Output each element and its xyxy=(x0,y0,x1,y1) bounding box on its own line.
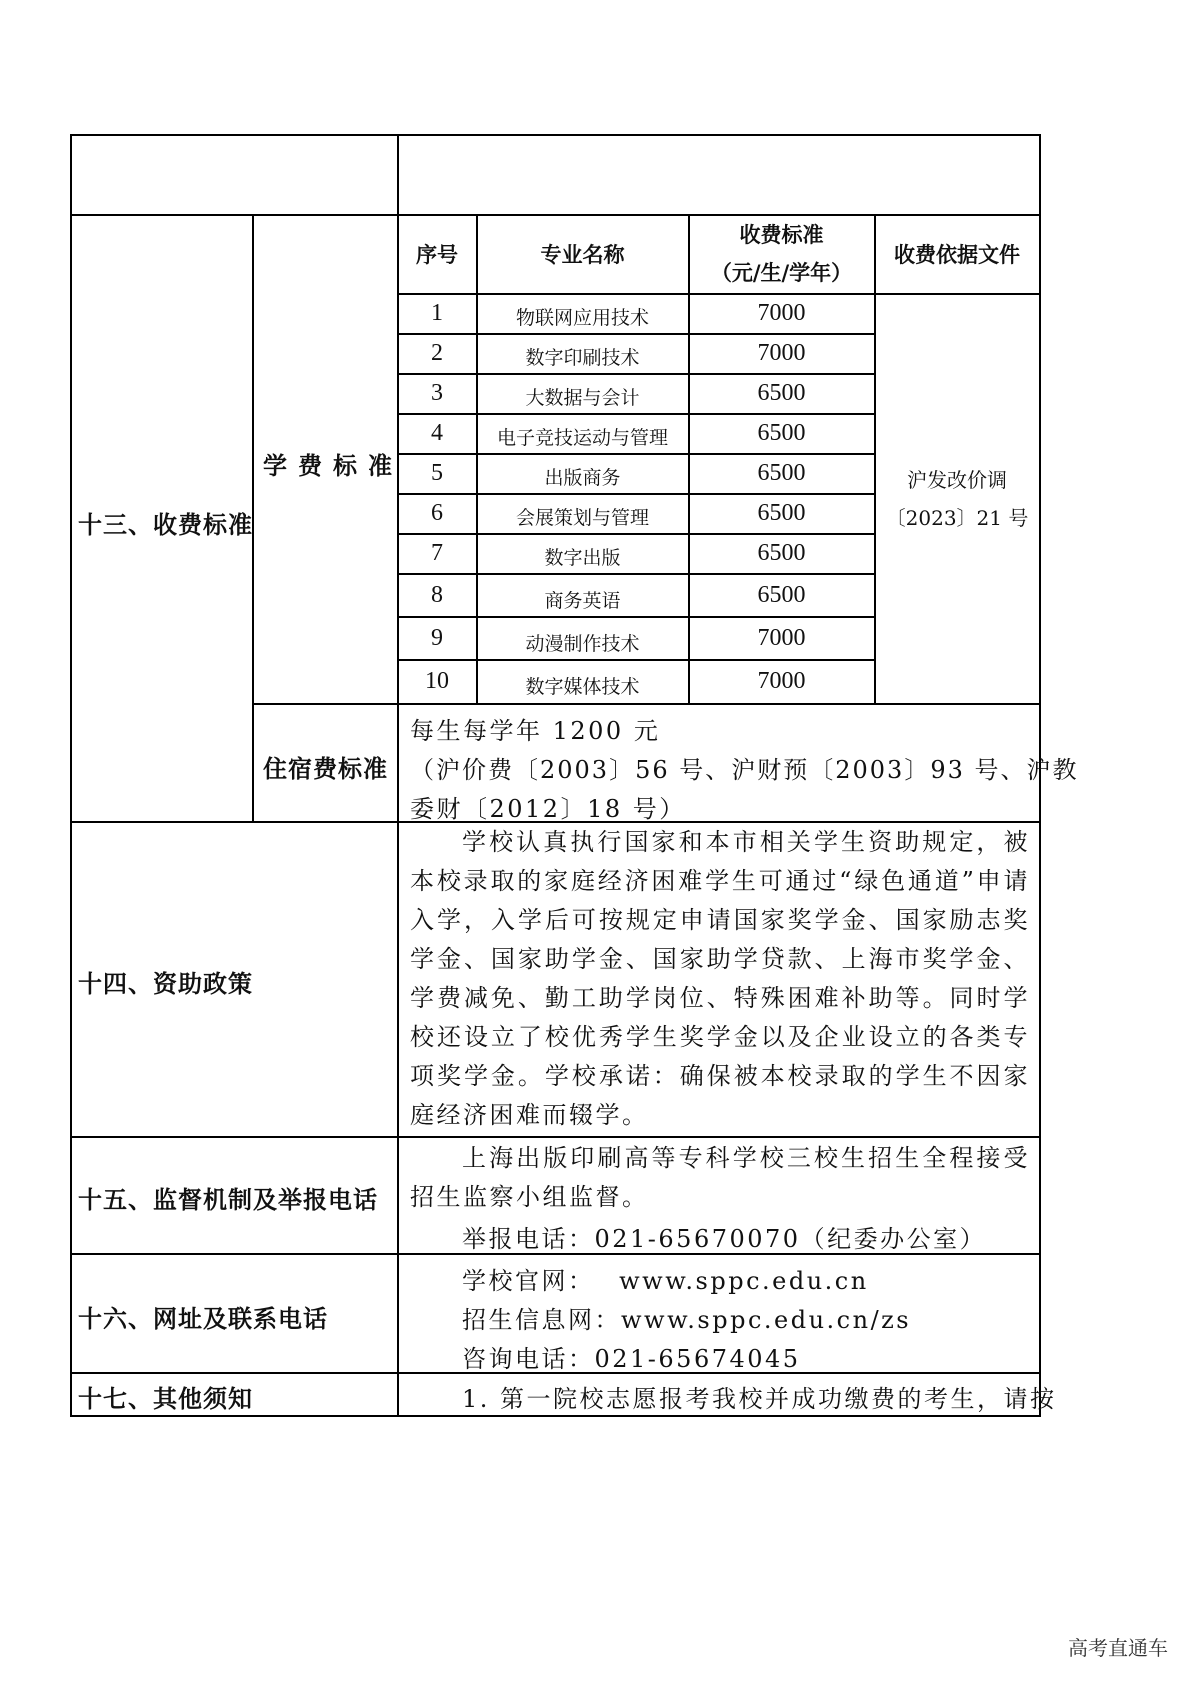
row-fee: 7000 xyxy=(757,668,806,694)
row-no: 8 xyxy=(431,581,443,608)
header-major: 专业名称 xyxy=(540,242,625,267)
report-hotline: 举报电话：021-65670070（纪委办公室） xyxy=(462,1225,987,1253)
watermark: 高考直通车 xyxy=(1068,1636,1168,1660)
row-major: 动漫制作技术 xyxy=(525,632,640,655)
row-major: 会展策划与管理 xyxy=(515,507,649,529)
row-fee: 6500 xyxy=(757,500,806,526)
basis-line2: 〔2023〕21 号 xyxy=(885,505,1029,530)
header-no: 序号 xyxy=(416,242,458,267)
fee-basis-document xyxy=(875,294,1039,703)
row-major: 大数据与会计 xyxy=(525,387,640,409)
row-no: 5 xyxy=(431,460,443,486)
row-major: 数字出版 xyxy=(544,547,621,569)
row-no: 10 xyxy=(425,668,449,694)
header-basis: 收费依据文件 xyxy=(894,242,1020,267)
dorm-fee-line1: 每生每学年 1200 元 xyxy=(410,717,661,745)
tuition-label: 学费标准 xyxy=(263,451,403,480)
row-no: 9 xyxy=(431,624,443,651)
aid-policy-text: 学校认真执行国家和本市相关学生资助规定，被本校录取的家庭经济困难学生可通过“绿色通道”申请入学，入学后可按规定申请国家奖学金、国家励志奖学金、国家助学金、国家助学贷款、上海市奖学金、学费减免、勤工助学岗位、特殊困难补助等。同时学校还设立了校优秀学生奖学金以及企业设立的各类专项奖学金。学校承诺：确保被本校录取的学生不因家庭经济困难而辍学。 xyxy=(410,828,1030,1129)
section-17-title: 十七、其他须知 xyxy=(78,1384,253,1413)
row-major: 商务英语 xyxy=(544,589,621,612)
row-no: 3 xyxy=(431,380,443,406)
row-fee: 6500 xyxy=(757,460,806,486)
section-14-title: 十四、资助政策 xyxy=(78,969,253,998)
row-no: 1 xyxy=(431,300,443,326)
row-fee: 7000 xyxy=(757,624,806,651)
header-fee-line1: 收费标准 xyxy=(739,222,824,247)
row-fee: 7000 xyxy=(757,340,806,366)
row-major: 数字印刷技术 xyxy=(525,347,640,369)
row-major: 电子竞技运动与管理 xyxy=(496,427,668,449)
section-16-title: 十六、网址及联系电话 xyxy=(78,1304,328,1333)
row-fee: 6500 xyxy=(757,420,806,446)
row-fee: 6500 xyxy=(757,581,806,608)
row-major: 物联网应用技术 xyxy=(515,307,649,329)
row-fee: 6500 xyxy=(757,540,806,566)
row-no: 7 xyxy=(431,540,443,566)
basis-line1: 沪发改价调 xyxy=(907,467,1007,492)
row-fee: 7000 xyxy=(757,300,806,326)
dorm-fee-line2: （沪价费〔2003〕56 号、沪财预〔2003〕93 号、沪教 xyxy=(410,756,1079,784)
dorm-fee-line3: 委财〔2012〕18 号） xyxy=(410,795,686,823)
header-fee xyxy=(689,215,874,293)
school-website[interactable]: 学校官网： www.sppc.edu.cn xyxy=(462,1267,869,1295)
row-major: 出版商务 xyxy=(544,467,621,489)
section-13-title: 十三、收费标准 xyxy=(78,510,253,539)
row-major: 数字媒体技术 xyxy=(525,676,640,698)
row-no: 4 xyxy=(431,420,443,446)
consult-phone: 咨询电话：021-65674045 xyxy=(462,1345,801,1373)
row-no: 2 xyxy=(431,340,443,366)
row-fee: 6500 xyxy=(757,380,806,406)
supervision-text: 上海出版印刷高等专科学校三校生招生全程接受招生监察小组监督。 xyxy=(410,1144,1030,1211)
header-fee-line2: （元/生/学年） xyxy=(710,260,853,285)
other-notice-text: 1. 第一院校志愿报考我校并成功缴费的考生，请按 xyxy=(462,1385,1057,1413)
dorm-label: 住宿费标准 xyxy=(263,754,388,783)
admission-website[interactable]: 招生信息网：www.sppc.edu.cn/zs xyxy=(462,1306,912,1334)
row-no: 6 xyxy=(431,500,443,526)
section-15-title: 十五、监督机制及举报电话 xyxy=(78,1185,378,1214)
